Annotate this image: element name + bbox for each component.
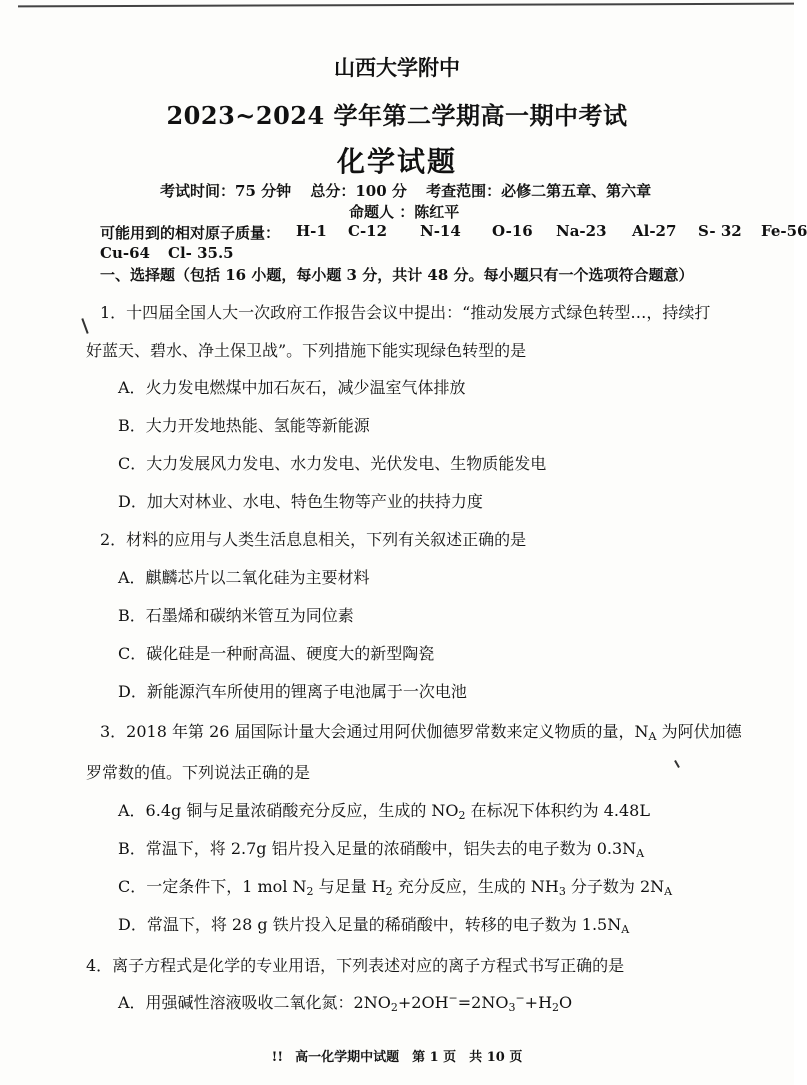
subscript: A xyxy=(664,885,673,898)
page-footer xyxy=(0,1046,794,1065)
subscript: 2 xyxy=(552,1001,560,1014)
pen-mark xyxy=(81,318,88,334)
question-2-option-b: B．石墨烯和碳纳米管互为同位素 xyxy=(118,606,354,625)
scan-edge-line xyxy=(18,3,794,8)
question-2-stem: 2．材料的应用与人类生活息息相关，下列有关叙述正确的是 xyxy=(100,530,527,549)
question-1-option-b: B．大力开发地热能、氢能等新能源 xyxy=(118,416,370,435)
exam-scope: 考查范围：必修二第五章、第六章 xyxy=(426,182,652,200)
subscript: A xyxy=(621,923,630,936)
subscript: 2 xyxy=(385,885,393,898)
subscript: 2 xyxy=(306,885,314,898)
option-text: 与足量 H xyxy=(313,877,386,896)
atomic-mass-item: N-14 xyxy=(420,222,461,240)
exam-time: 考试时间：75 分钟 xyxy=(160,182,292,200)
option-text: 在标况下体积约为 4.48L xyxy=(465,801,650,820)
subscript: A xyxy=(636,847,645,860)
pen-mark xyxy=(674,760,680,768)
footer-text: 高一化学期中试题 第 1 页 共 10 页 xyxy=(295,1050,523,1065)
option-text: A．用强碱性溶液吸收二氧化氮：2NO xyxy=(118,993,391,1012)
question-3-stem-line-1 xyxy=(100,719,742,743)
exam-meta xyxy=(160,180,665,201)
atomic-masses-label: 可能用到的相对原子质量： xyxy=(100,224,281,242)
question-2-option-c: C．碳化硅是一种耐高温、硬度大的新型陶瓷 xyxy=(118,644,435,663)
option-text: =2NO xyxy=(457,993,509,1012)
atomic-mass-item: Cl- 35.5 xyxy=(168,244,234,262)
question-1-option-d: D．加大对林业、水电、特色生物等产业的扶持力度 xyxy=(118,492,483,511)
question-2-option-a: A．麒麟芯片以二氧化硅为主要材料 xyxy=(118,568,370,587)
question-1-option-c: C．大力发展风力发电、水力发电、光伏发电、生物质能发电 xyxy=(118,454,547,473)
school-name: 山西大学附中 xyxy=(334,55,460,80)
atomic-mass-item: Fe-56 xyxy=(761,222,807,240)
option-text: O xyxy=(559,993,573,1012)
section-heading: 一、选择题（包括 16 小题，每小题 3 分，共计 48 分。每小题只有一个选项符合题意） xyxy=(100,266,694,284)
subscript: 2 xyxy=(390,1001,398,1014)
subscript: 2 xyxy=(458,809,466,822)
question-3-stem-line-2: 罗常数的值。下列说法正确的是 xyxy=(86,763,311,782)
superscript: − xyxy=(515,991,525,1005)
subject-title: 化学试题 xyxy=(336,145,457,178)
atomic-mass-item: Cu-64 xyxy=(100,244,150,262)
option-text: +H xyxy=(524,993,553,1012)
subscript: 3 xyxy=(508,1001,516,1014)
subscript: 3 xyxy=(558,885,566,898)
option-text: A．6.4g 铜与足量浓硝酸充分反应，生成的 NO xyxy=(118,801,459,820)
question-3-option-c xyxy=(118,874,672,898)
exam-score: 总分：100 分 xyxy=(310,182,407,200)
question-1-stem-line-1: 1．十四届全国人大一次政府工作报告会议中提出：“推动发展方式绿色转型…，持续打 xyxy=(100,303,711,322)
question-1-stem-line-2: 好蓝天、碧水、净土保卫战”。下列措施下能实现绿色转型的是 xyxy=(86,341,527,360)
question-3-stem-text: 为阿伏加德 xyxy=(656,722,742,741)
option-text: 分子数为 2N xyxy=(565,877,665,896)
option-text: C．一定条件下，1 mol N xyxy=(118,877,307,896)
atomic-mass-item: O-16 xyxy=(492,222,533,240)
question-3-option-a xyxy=(118,798,650,822)
question-3-option-b xyxy=(118,836,644,860)
question-1-option-a: A．火力发电燃煤中加石灰石，减少温室气体排放 xyxy=(118,378,466,397)
atomic-mass-item: Na-23 xyxy=(556,222,607,240)
option-text: D．常温下，将 28 g 铁片投入足量的稀硝酸中，转移的电子数为 1.5N xyxy=(118,915,622,934)
question-2-option-d: D．新能源汽车所使用的锂离子电池属于一次电池 xyxy=(118,682,467,701)
subscript: A xyxy=(648,730,657,743)
option-text: B．常温下，将 2.7g 铝片投入足量的浓硝酸中，铝失去的电子数为 0.3N xyxy=(118,839,637,858)
exam-author: 命题人 ：陈红平 xyxy=(349,203,460,221)
atomic-mass-item: S- 32 xyxy=(698,222,742,240)
superscript: − xyxy=(448,991,458,1005)
question-3-option-d xyxy=(118,912,629,936)
footer-mark: !! xyxy=(271,1050,284,1065)
option-text: +2OH xyxy=(397,993,449,1012)
option-text: 充分反应，生成的 NH xyxy=(392,877,559,896)
question-4-option-a xyxy=(118,990,572,1014)
exam-title: 2023~2024 学年第二学期高一期中考试 xyxy=(166,101,628,130)
question-3-stem-text: 3．2018 年第 26 届国际计量大会通过用阿伏伽德罗常数来定义物质的量，N xyxy=(100,722,649,741)
atomic-mass-item: Al-27 xyxy=(632,222,677,240)
question-4-stem: 4．离子方程式是化学的专业用语，下列表述对应的离子方程式书写正确的是 xyxy=(86,956,625,975)
atomic-mass-item: H-1 xyxy=(296,222,327,240)
atomic-mass-item: C-12 xyxy=(348,222,388,240)
